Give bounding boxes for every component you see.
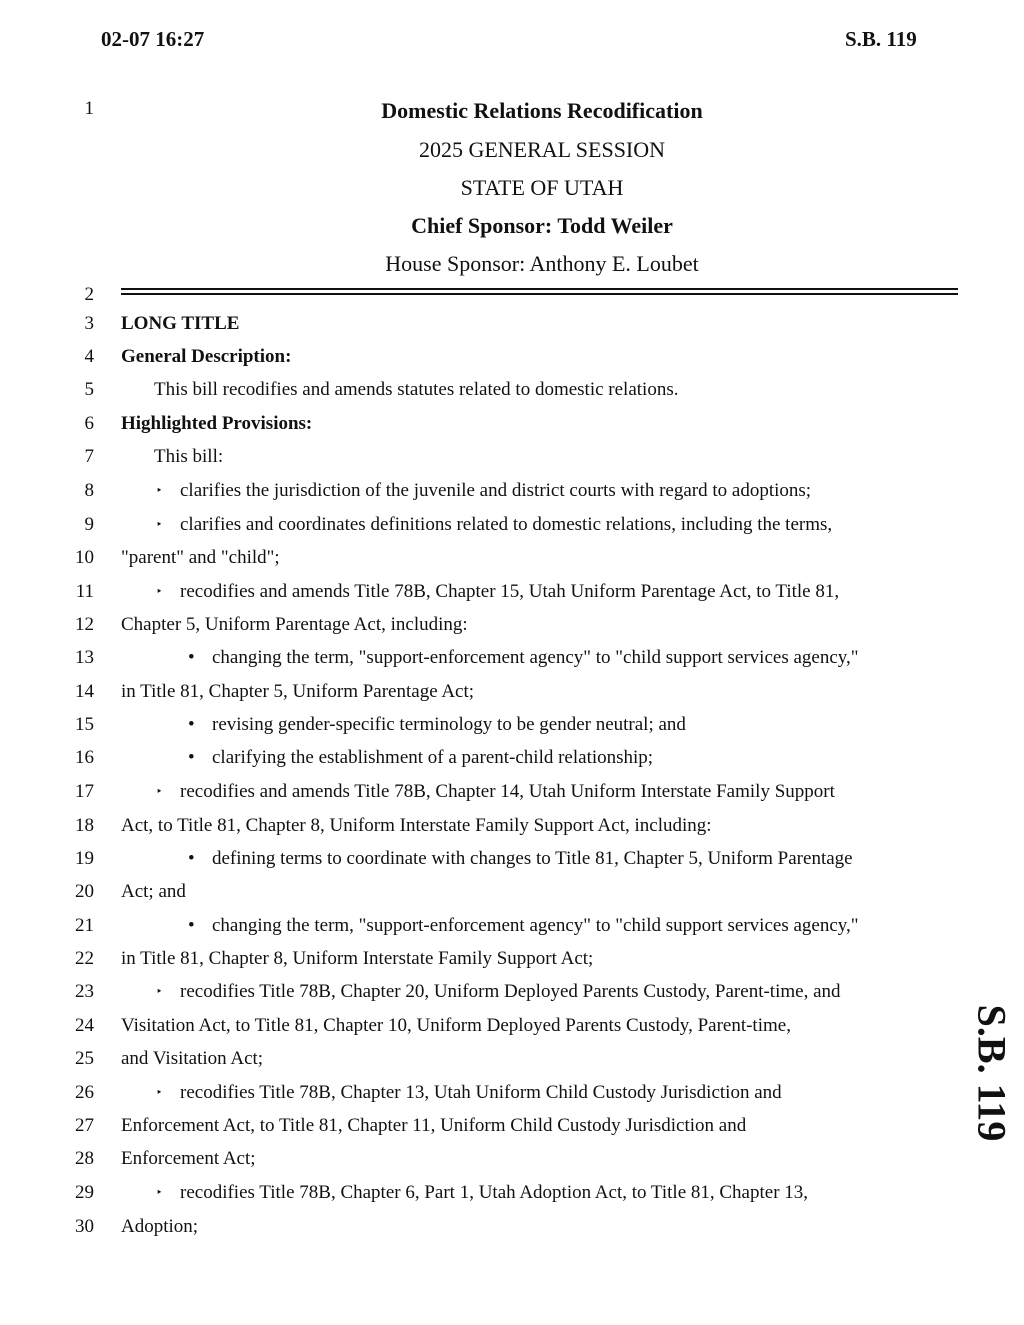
provisions-intro: This bill:	[154, 446, 224, 467]
line-number: 22	[75, 948, 94, 969]
provision-text: recodifies Title 78B, Chapter 6, Part 1, Utah Adoption Act, to Title 81, Chapter 13,	[180, 1182, 809, 1203]
sub-provision-item	[188, 647, 859, 669]
highlighted-provisions-heading: Highlighted Provisions:	[121, 413, 313, 434]
sub-provision-text: revising gender-specific terminology to be gender neutral; and	[212, 714, 686, 735]
provision-item	[156, 781, 835, 803]
sub-provision-text: changing the term, "support-enforcement agency" to "child support services agency,"	[212, 915, 859, 936]
line-number: 3	[84, 313, 94, 334]
provision-item	[156, 1182, 808, 1204]
provision-item	[156, 480, 811, 502]
line-number: 28	[75, 1148, 94, 1169]
provision-continuation: in Title 81, Chapter 5, Uniform Parentage Act;	[121, 681, 475, 702]
line-number: 2	[84, 284, 94, 305]
provision-item	[156, 514, 832, 536]
triangle-bullet-icon: ‣	[156, 485, 163, 497]
line-number: 25	[75, 1048, 94, 1069]
line-number: 27	[75, 1115, 94, 1136]
triangle-bullet-icon: ‣	[156, 519, 163, 531]
provision-continuation: "parent" and "child";	[121, 547, 280, 568]
line-number: 9	[84, 514, 94, 535]
line-number: 12	[75, 614, 94, 635]
line-number: 20	[75, 881, 94, 902]
house-sponsor: House Sponsor: Anthony E. Loubet	[385, 251, 699, 276]
title-divider-bottom	[121, 293, 958, 295]
triangle-bullet-icon: ‣	[156, 786, 163, 798]
sub-provision-item	[188, 714, 686, 736]
title-divider-top	[121, 288, 958, 290]
line-number: 13	[75, 647, 94, 668]
sub-provision-text: changing the term, "support-enforcement agency" to "child support services agency,"	[212, 647, 859, 668]
general-description-text: This bill recodifies and amends statutes related to domestic relations.	[154, 379, 679, 400]
provision-text: recodifies and amends Title 78B, Chapter 15, Utah Uniform Parentage Act, to Title 81,	[180, 581, 840, 602]
line-number: 18	[75, 815, 94, 836]
provision-continuation: Adoption;	[121, 1216, 199, 1237]
provision-text: clarifies the jurisdiction of the juvenile and district courts with regard to adoptions;	[180, 480, 812, 501]
line-number: 5	[84, 379, 94, 400]
header-bill-number: S.B. 119	[845, 27, 917, 51]
line-number: 14	[75, 681, 94, 702]
provision-continuation: Act, to Title 81, Chapter 8, Uniform Interstate Family Support Act, including:	[121, 815, 712, 836]
provision-continuation: Visitation Act, to Title 81, Chapter 10, Uniform Deployed Parents Custody, Parent-time,	[121, 1015, 791, 1036]
provision-text: recodifies and amends Title 78B, Chapter 14, Utah Uniform Interstate Family Support	[180, 781, 835, 802]
provision-continuation: Act; and	[121, 881, 186, 902]
provision-item	[156, 1082, 782, 1104]
provision-continuation: and Visitation Act;	[121, 1048, 264, 1069]
chief-sponsor: Chief Sponsor: Todd Weiler	[411, 213, 673, 238]
provision-continuation: Enforcement Act;	[121, 1148, 256, 1169]
bill-title: Domestic Relations Recodification	[381, 98, 703, 123]
header-timestamp: 02-07 16:27	[101, 27, 205, 51]
line-number: 7	[84, 446, 94, 467]
provision-item	[156, 581, 839, 603]
triangle-bullet-icon: ‣	[156, 586, 163, 598]
line-number: 15	[75, 714, 94, 735]
line-number: 30	[75, 1216, 94, 1237]
session: 2025 GENERAL SESSION	[418, 137, 666, 162]
line-number: 4	[84, 346, 94, 367]
sub-provision-text: clarifying the establishment of a parent-child relationship;	[212, 747, 654, 768]
triangle-bullet-icon: ‣	[156, 1087, 163, 1099]
line-number: 17	[75, 781, 94, 802]
line-number: 10	[75, 547, 94, 568]
side-bill-label-text: S.B. 119	[969, 1004, 1015, 1142]
triangle-bullet-icon: ‣	[156, 986, 163, 998]
provision-continuation: Chapter 5, Uniform Parentage Act, including:	[121, 614, 468, 635]
provision-continuation: Enforcement Act, to Title 81, Chapter 11, Uniform Child Custody Jurisdiction and	[121, 1115, 747, 1136]
line-number: 1	[84, 98, 94, 119]
provision-item	[156, 981, 841, 1003]
line-number: 21	[75, 915, 94, 936]
bullet-icon: •	[188, 714, 195, 735]
line-number: 29	[75, 1182, 94, 1203]
line-number: 24	[75, 1015, 94, 1036]
long-title-heading: LONG TITLE	[121, 313, 240, 334]
bullet-icon: •	[188, 848, 195, 869]
triangle-bullet-icon: ‣	[156, 1187, 163, 1199]
state: STATE OF UTAH	[460, 175, 624, 200]
bullet-icon: •	[188, 915, 195, 936]
sub-provision-item	[188, 915, 859, 937]
line-number: 11	[75, 581, 94, 602]
provision-text: clarifies and coordinates definitions related to domestic relations, including the terms,	[180, 514, 833, 535]
line-number: 19	[75, 848, 94, 869]
line-number: 23	[75, 981, 94, 1002]
side-bill-label	[969, 1004, 1015, 1142]
sub-provision-item	[188, 747, 653, 769]
line-number: 16	[75, 747, 94, 768]
provision-continuation: in Title 81, Chapter 8, Uniform Interstate Family Support Act;	[121, 948, 594, 969]
bullet-icon: •	[188, 647, 195, 668]
general-description-heading: General Description:	[121, 346, 292, 367]
line-number: 8	[84, 480, 94, 501]
sub-provision-item	[188, 848, 853, 870]
sub-provision-text: defining terms to coordinate with changes to Title 81, Chapter 5, Uniform Parentage	[212, 848, 853, 869]
provision-text: recodifies Title 78B, Chapter 20, Uniform Deployed Parents Custody, Parent-time, and	[180, 981, 841, 1002]
line-number: 6	[84, 413, 94, 434]
line-number: 26	[75, 1082, 94, 1103]
provision-text: recodifies Title 78B, Chapter 13, Utah Uniform Child Custody Jurisdiction and	[180, 1082, 782, 1103]
bullet-icon: •	[188, 747, 195, 768]
